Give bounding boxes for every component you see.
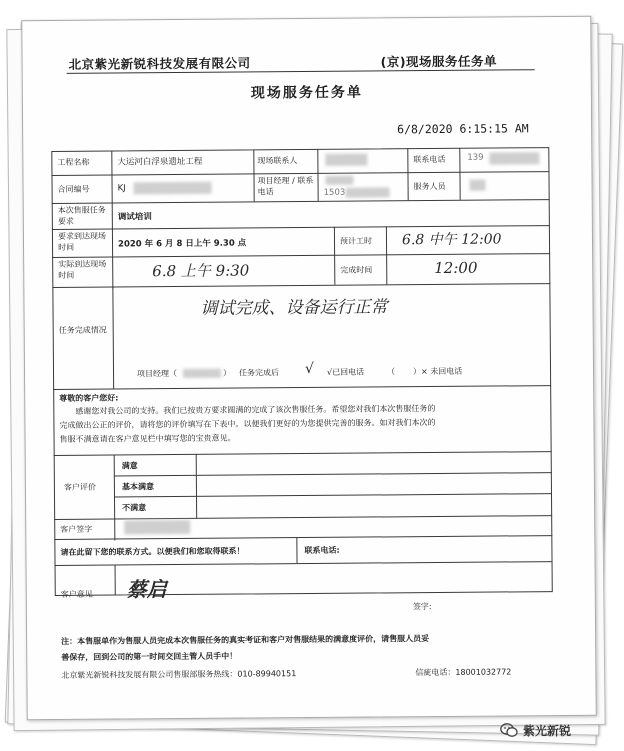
service-staff-label: 服务人员 — [413, 181, 446, 192]
greeting: 尊敬的客户您好: — [59, 393, 119, 403]
form-type: (京)现场服务任务单 — [380, 53, 498, 70]
print-datetime: 6/8/2020 6:15:15 AM — [397, 121, 529, 137]
letter-line-3: 售服不满意请在客户意见栏中填写您的宝贵意见。 — [59, 433, 236, 444]
company-name: 北京紫光新锐科技发展有限公司 — [68, 55, 251, 72]
redacted-contact — [325, 154, 367, 166]
estimated-hours-value: 6.8 中午 12:00 — [401, 231, 502, 249]
project-name-value: 大运河白浮泉遗址工程 — [117, 156, 203, 168]
rating-option-unsatisfied: 不满意 — [122, 503, 147, 513]
footer-note-1: 注：本售服单作为售服人员完成本次售服任务的真实考证和客户对售服结果的满意度评价，请售服人员妥 — [61, 634, 430, 646]
sign-label: 签字: — [412, 602, 432, 612]
contact-phone-label: 联系电话: — [304, 545, 340, 556]
callback-yes: √已回电话 — [326, 367, 365, 377]
completion-time-value: 12:00 — [434, 258, 478, 278]
letter-line-2: 完成做出公正的评价，请将您的评价填写在下表中。以便我们更好的为您提供完善的服务。如对我们本次的 — [59, 418, 436, 430]
project-name-label: 工程名称 — [57, 157, 90, 167]
actual-arrival-value: 6.8 上午 9:30 — [152, 261, 250, 281]
rating-option-basic: 基本满意 — [121, 482, 154, 492]
service-request-value: 调试培训 — [117, 212, 152, 223]
customer-signature: 蔡启 — [126, 577, 167, 602]
completion-time-label: 完成时间 — [340, 265, 373, 275]
watermark — [500, 722, 571, 739]
wechat-icon — [500, 723, 518, 738]
pm-close: ） — [223, 368, 232, 378]
pm-label: 项目经理（ — [137, 369, 178, 379]
document-title: 现场服务任务单 — [250, 84, 363, 102]
required-time-value: 2020 年 6 月 8 日上午 9.30 点 — [117, 238, 247, 250]
callback-yes-mark: √ — [304, 360, 314, 378]
letter-line-1: 感谢您对我公司的支持。我们已按贵方要求圆满的完成了该次售服任务。希望您对我们本次售服任务的 — [75, 404, 436, 416]
contract-no-label: 合同编号 — [57, 184, 90, 194]
footer-note-2: 善保存，回到公司的第一时间交回主管人员手中！ — [61, 651, 238, 662]
contract-no-value: KJ — [117, 183, 126, 194]
pm-phone-label: 项目经理 / 联系电话 — [257, 175, 314, 197]
task-done-label: 任务完成后 — [239, 368, 280, 378]
watermark-text: 紫光新锐 — [523, 724, 572, 738]
footer-complaint: 信疵电话：18001032772 — [415, 667, 512, 678]
rating-label: 客户评价 — [63, 482, 96, 492]
completion-status-label: 任务完成情况 — [58, 325, 107, 335]
redacted-pm — [325, 176, 353, 185]
redacted-pm-phone — [346, 187, 390, 197]
redacted-contract — [134, 182, 212, 195]
service-request-label: 本次售服任务要求 — [57, 205, 106, 226]
pm-phone-value: 1503 — [323, 187, 346, 198]
signature-label: 客户签字 — [60, 524, 93, 534]
redacted-signature — [124, 520, 190, 535]
required-time-label: 要求到达现场时间 — [57, 231, 106, 252]
opinion-label: 客户意见 — [60, 589, 93, 599]
redacted-phone — [489, 152, 539, 164]
callback-no: ）× 未回电话 — [412, 366, 463, 377]
phone-label: 联系电话 — [413, 154, 446, 165]
redacted-pm-name — [183, 369, 221, 378]
estimated-hours-label: 预计工时 — [339, 236, 373, 246]
rating-option-satisfied: 满意 — [121, 461, 138, 471]
service-form-page: 北京紫光新锐科技发展有限公司 (京)现场服务任务单 现场服务任务单 6/8/2020 6:15:15 AM 工程名称 大运河白浮泉遗址工程 现场联系人 联系电话 139 合同编号 KJ 项目经理 / 联系电话 1503 服务人员 本次售服任务要求 调试培训 要求到达现场时间 2020 年 6 月 8 日上午 9.30 点 预计工时 6.8 中午 12:00 实际到达现场时间 6.8 上午 9:30 完成时间 12:00 任务完成情况 调试完成、设备运行正常 项目经理（ ） 任务完成后 √ √已回电话 （ ）× 未回电话 尊敬的客户您好: 感谢您对我公司的支持。我们已按贵方要求圆满的完成了该次售服任务。希望您对我们本次售服任务的 完成做出公正的评价，请将您的评价填写在下表中。以便我们更好的为您提供完善的服务。如对我们本次的 售服不满意请在客户意见栏中填写您的宝贵意见。 客户评价 满意 基本满意 不满意 客户签字 请在此留下您的联系方式。以便我们和您取得联系！ 联系电话: 客户意见 蔡启 签字: 注：本售服单作为售服人员完成本次售服任务的真实考证和客户对售服结果的满意度评价，请售服人员妥 善保存，回到公司的第一时间交回主管人员手中！ 北京紫光新锐科技发展有限公司售服部服务热线：010-89940151 信疵电话：18001032772 — [21, 16, 596, 720]
footer-hotline: 北京紫光新锐科技发展有限公司售服部服务热线：010-89940151 — [61, 669, 297, 680]
completion-notes: 调试完成、设备运行正常 — [200, 297, 388, 319]
contact-prompt: 请在此留下您的联系方式。以便我们和您取得联系！ — [60, 546, 245, 557]
redacted-staff — [470, 180, 486, 191]
phone-value: 139 — [467, 152, 484, 163]
site-contact-label: 现场联系人 — [257, 156, 298, 166]
actual-arrival-label: 实际到达现场时间 — [58, 259, 107, 280]
